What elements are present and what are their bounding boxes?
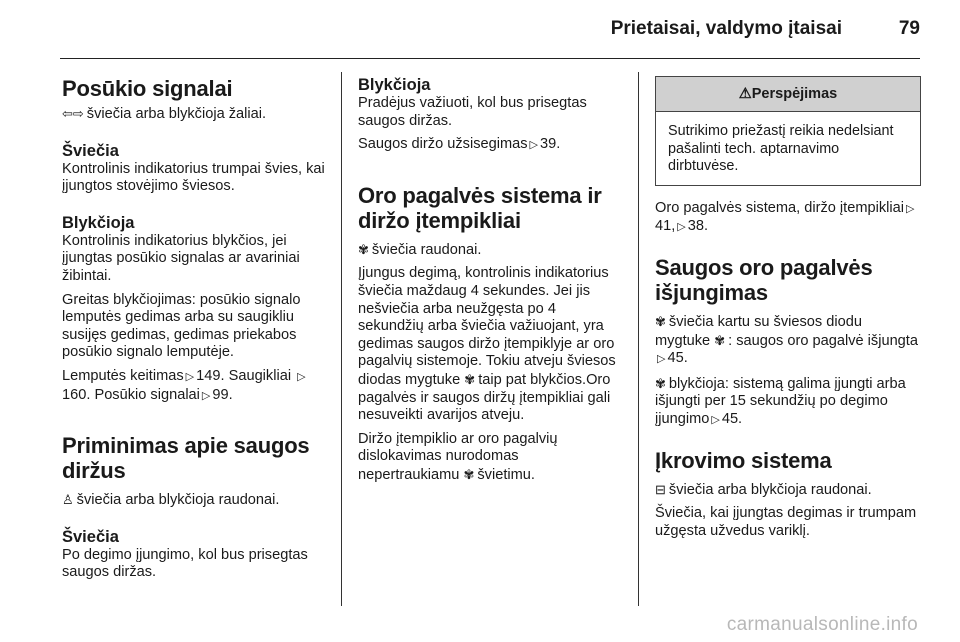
paragraph <box>62 368 328 405</box>
paragraph-text: 41, <box>655 218 676 235</box>
paragraph-text: Įjungus degimą, kontrolinis indikatorius šviečia maždaug 4 sekundes. Jei jis nešviečia arba neužgęsta po 4 sekundžių arba šviečia važiuojant, yra gedimas saugos diržo įtempiklyje ar oro pagalvių sistemoje. Tokiu atveju <box>358 265 615 370</box>
paragraph <box>655 313 921 369</box>
paragraph <box>62 105 328 124</box>
column-3 <box>655 76 921 546</box>
section-title-airbag-system: Oro pagalvės sistema ir diržo įtempikliai <box>358 182 602 233</box>
cross-reference-icon: ▷ <box>657 353 666 366</box>
subheading-flashes: Blykčioja <box>358 76 431 94</box>
warning-icon: ⚠ <box>738 86 752 102</box>
paragraph-text: Oro pagalvės sistema, diržo įtempikliai <box>655 199 904 216</box>
paragraph-text: Saugos diržo užsisegimas <box>358 136 528 153</box>
page-number: 79 <box>898 18 920 39</box>
paragraph: Po degimo įjungimo, kol bus prisegtas saugos diržas. <box>62 546 308 581</box>
header-title: Prietaisai, valdymo įtaisai <box>610 18 842 39</box>
paragraph <box>358 136 624 155</box>
paragraph-text: 38. <box>687 218 709 235</box>
paragraph-text: blykčioja: sistemą galima įjungti arba išjungti per 15 sekundžių po degimo įjungimo <box>655 375 906 427</box>
paragraph <box>655 375 921 430</box>
section-title-airbag-deactivation: Saugos oro pagalvės išjungimas <box>655 254 873 305</box>
paragraph: Kontrolinis indikatorius trumpai švies, kai įjungtos stovėjimo šviesos. <box>62 160 325 195</box>
cross-reference-icon: ▷ <box>529 139 538 152</box>
paragraph-text: : saugos oro pagalvė išjungta <box>728 332 918 349</box>
paragraph: Greitas blykčiojimas: posūkio signalo lemputės gedimas arba su saugikliu susijęs gedimas, gedimas priekabos posūkio signalo lemputėje. <box>62 291 301 361</box>
warning-title: Perspėjimas <box>751 86 838 102</box>
paragraph: Šviečia, kai įjungtas degimas ir trumpam užgęsta užvedus variklį. <box>655 505 917 539</box>
column-divider-2 <box>638 72 639 606</box>
paragraph-text: šviečia arba blykčioja raudonai. <box>668 481 872 498</box>
cross-reference-icon: ▷ <box>906 202 915 215</box>
warning-header <box>656 77 920 112</box>
paragraph <box>358 241 624 260</box>
paragraph-text: 45. <box>667 350 688 367</box>
cross-reference-icon: ▷ <box>201 389 211 402</box>
warning-box <box>655 76 921 186</box>
airbag-off-icon: ✾ <box>714 332 726 348</box>
cross-reference-icon: ▷ <box>297 370 306 383</box>
column-1 <box>62 76 328 588</box>
paragraph-text: Lemputės keitimas <box>62 367 184 384</box>
paragraph-text: šviečia raudonai. <box>371 241 482 258</box>
paragraph <box>655 200 921 237</box>
paragraph-text: šviesos diodas mygtuke <box>358 353 616 388</box>
subheading-lights: Šviečia <box>62 141 119 160</box>
warning-body: Sutrikimo priežastį reikia nedelsiant pašalinti tech. aptarnavimo dirbtuvėse. <box>668 123 894 175</box>
subheading-flashes: Blykčioja <box>62 213 135 232</box>
paragraph-text: taip pat blykčios.Oro pagalvės ir saugos diržų įtempikliai gali nesuveikti avarijos atveju. <box>358 371 611 424</box>
paragraph <box>655 481 921 500</box>
airbag-icon: ✾ <box>463 466 475 482</box>
paragraph-text: 39. <box>540 136 561 153</box>
paragraph: Kontrolinis indikatorius blykčios, jei įjungtas posūkio signalas ar avariniai žibintai. <box>62 232 300 284</box>
header-rule <box>60 58 920 59</box>
paragraph: Pradėjus važiuoti, kol bus prisegtas saugos diržas. <box>358 95 587 129</box>
section-title-seatbelt-reminder: Priminimas apie saugos diržus <box>62 433 310 484</box>
page-header <box>0 0 960 60</box>
paragraph-text: 149. Saugikliai <box>196 367 292 384</box>
paragraph-text: 160. Posūkio signalai <box>62 386 200 403</box>
section-title-charging-system: Įkrovimo sistema <box>655 447 832 473</box>
paragraph-text: švietimu. <box>477 466 535 483</box>
seatbelt-icon: ♙ <box>62 492 74 508</box>
airbag-off-icon: ✾ <box>655 375 666 391</box>
subheading-lights: Šviečia <box>62 527 119 546</box>
column-divider-1 <box>341 72 342 606</box>
battery-icon: ⊟ <box>655 481 666 497</box>
column-2 <box>358 76 624 491</box>
cross-reference-icon: ▷ <box>711 413 720 426</box>
cross-reference-icon: ▷ <box>677 221 686 234</box>
paragraph-text: šviečia arba blykčioja žaliai. <box>86 106 267 122</box>
airbag-off-icon: ✾ <box>464 371 476 387</box>
paragraph-text: 45. <box>721 410 743 427</box>
watermark: carmanualsonline.info <box>726 614 918 635</box>
turn-signal-icon: ⇦⇨ <box>62 106 84 121</box>
section-title-turn-signals: Posūkio signalai <box>62 76 233 101</box>
paragraph-text: 99. <box>212 386 233 403</box>
paragraph <box>358 431 624 485</box>
cross-reference-icon: ▷ <box>185 370 195 383</box>
paragraph-text: šviečia arba blykčioja raudonai. <box>76 492 280 509</box>
paragraph-text: šviečia kartu su šviesos diodu mygtuke <box>655 313 862 349</box>
paragraph <box>62 491 328 510</box>
airbag-icon: ✾ <box>358 241 369 257</box>
paragraph <box>358 265 624 424</box>
airbag-off-icon: ✾ <box>655 313 666 329</box>
paragraph-text: Diržo įtempiklio ar oro pagalvių dislokavimas nurodomas nepertraukiamu <box>358 430 558 483</box>
